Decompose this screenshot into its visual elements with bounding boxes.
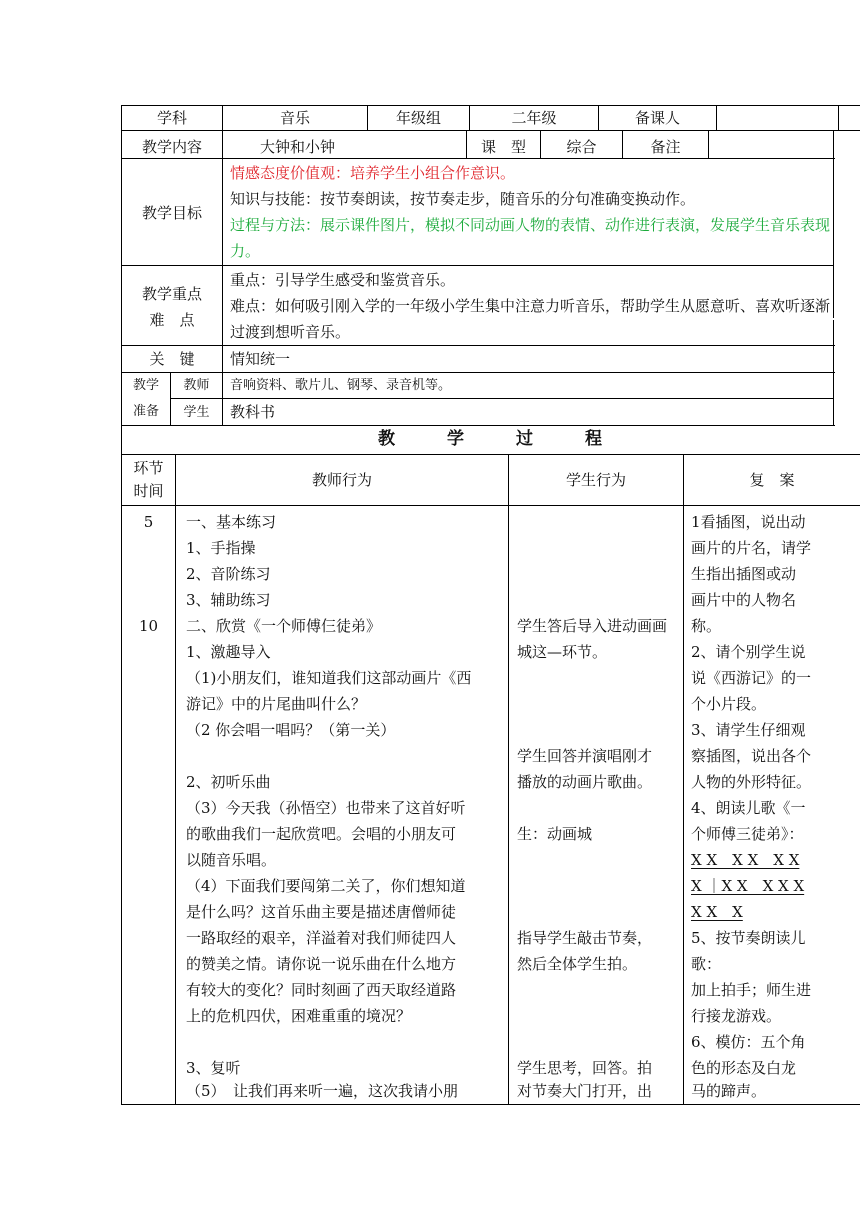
goal-process: 过程与方法：展示课件图片，模拟不同动画人物的表情、动作进行表演，发展学生音乐表现力。	[230, 216, 831, 260]
key-point: 重点：引导学生感受和鉴赏音乐。	[230, 271, 456, 289]
prep-student-value: 教科书	[230, 403, 276, 421]
table-border-left	[121, 105, 122, 1105]
teacher-line: 是什么吗？这首乐曲主要是描述唐僧师徒	[186, 903, 457, 921]
student-line: 学生答后导入进动画画	[517, 617, 668, 635]
review-line: 个小片段。	[691, 695, 767, 713]
focus-label: 教学重点	[141, 285, 202, 303]
prep-label-1: 教学	[132, 378, 159, 393]
grade-group-label: 年级组	[395, 109, 441, 127]
review-line: 加上拍手；师生进	[691, 981, 812, 999]
col-review-header: 复 案	[749, 471, 795, 489]
teacher-line: 一路取经的艰辛，洋溢着对我们师徒四人	[186, 929, 457, 947]
review-line: 画片的片名，请学	[691, 539, 812, 557]
teacher-line: （2 你会唱一唱吗？（第一关）	[186, 721, 396, 739]
student-line: 学生思考，回答。拍	[517, 1059, 653, 1077]
teacher-line: 以随音乐唱。	[186, 851, 277, 869]
prep-teacher-label: 教师	[183, 378, 210, 393]
teacher-line: 3、复听	[186, 1059, 241, 1077]
review-line: 画片中的人物名	[691, 591, 797, 609]
review-line: 色的形态及白龙	[691, 1059, 797, 1077]
difficult-point: 难点：如何吸引刚入学的一年级小学生集中注意力听音乐，帮助学生从愿意听、喜欢听逐渐过渡到想听音乐。	[230, 297, 831, 341]
content-label: 教学内容	[141, 138, 202, 156]
review-line: 个师傅三徒弟》：	[691, 825, 804, 843]
teacher-line: 3、辅助练习	[186, 591, 271, 609]
process-title: 教学过程	[378, 429, 654, 449]
student-line: 学生回答并演唱刚才	[517, 747, 653, 765]
student-line: 城这—环节。	[517, 643, 608, 661]
review-line: 马的蹄声。	[691, 1082, 767, 1100]
prep-student-label: 学生	[183, 405, 210, 420]
review-line: 察插图，说出各个	[691, 747, 812, 765]
teacher-line: 有较大的变化？同时刻画了西天取经道路	[186, 981, 457, 999]
student-line: 然后全体学生拍。	[517, 955, 638, 973]
student-line: 生：动画城	[517, 825, 593, 843]
subject-value: 音乐	[279, 109, 310, 127]
col-time-2: 时间	[133, 482, 164, 500]
teacher-line: 2、音阶练习	[186, 565, 271, 583]
review-line: 歌：	[691, 955, 722, 973]
table-border-top	[121, 105, 860, 106]
col-teacher-header: 教师行为	[311, 471, 372, 489]
time-cell: 10	[138, 617, 159, 635]
teacher-line: 的歌曲我们一起欣赏吧。会唱的小朋友可	[186, 825, 457, 843]
time-cell: 5	[143, 513, 154, 531]
review-line: 3、请学生仔细观	[691, 721, 806, 739]
teacher-line: 二、欣赏《一个师傅仨徒弟》	[186, 617, 382, 635]
review-line: 说《西游记》的一	[691, 669, 812, 687]
review-line: 1看插图，说出动	[691, 513, 806, 531]
teacher-line: 1、激趣导入	[186, 643, 271, 661]
rhythm-line: X X X	[691, 903, 743, 921]
teacher-line: 上的危机四伏，困难重重的境况？	[186, 1007, 412, 1025]
rhythm-line: X ｜X X X X X	[691, 877, 805, 895]
col-student-header: 学生行为	[565, 471, 626, 489]
review-line: 5、按节奏朗读儿	[691, 929, 806, 947]
review-line: 2、请个别学生说	[691, 643, 806, 661]
teacher-line: （3）今天我（孙悟空）也带来了这首好听	[186, 799, 466, 817]
review-line: 人物的外形特征。	[691, 773, 812, 791]
teacher-line: 的赞美之情。请你说一说乐曲在什么地方	[186, 955, 457, 973]
prep-teacher-value: 音响资料、歌片儿、钢琴、录音机等。	[230, 378, 452, 393]
rhythm-line: X X X X X X	[691, 851, 800, 869]
content-value: 大钟和小钟	[260, 138, 336, 156]
student-line: 播放的动画片歌曲。	[517, 773, 653, 791]
review-line: 称。	[691, 617, 722, 635]
teacher-line: （5） 让我们再来听一遍，这次我请小朋	[186, 1082, 459, 1100]
teacher-line: 1、手指操	[186, 539, 256, 557]
note-label: 备注	[650, 138, 681, 156]
prep-label-2: 准备	[132, 404, 159, 419]
preparer-label: 备课人	[634, 109, 680, 127]
lesson-type-value: 综合	[566, 138, 597, 156]
review-line: 6、模仿：五个角	[691, 1033, 806, 1051]
review-line: 4、朗读儿歌《一	[691, 799, 806, 817]
review-line: 生指出插图或动	[691, 565, 797, 583]
lesson-type-label: 课 型	[480, 138, 526, 156]
teacher-line: （4）下面我们要闯第二关了，你们想知道	[186, 877, 466, 895]
teacher-line: 2、初听乐曲	[186, 773, 271, 791]
col-time-1: 环节	[133, 459, 164, 477]
goal-emotion: 情感态度价值观：培养学生小组合作意识。	[230, 164, 516, 182]
key-label: 关 键	[149, 350, 195, 368]
teacher-line: 一、基本练习	[186, 513, 277, 531]
grade-value: 二年级	[511, 109, 557, 127]
review-line: 行接龙游戏。	[691, 1007, 782, 1025]
student-line: 指导学生敲击节奏，	[517, 929, 653, 947]
goals-label: 教学目标	[141, 204, 202, 222]
teacher-line: 游记》中的片尾曲叫什么？	[186, 695, 367, 713]
goal-knowledge: 知识与技能：按节奏朗读，按节奏走步，随音乐的分句准确变换动作。	[230, 190, 696, 208]
student-line: 对节奏大门打开，出	[517, 1082, 653, 1100]
key-value: 情知统一	[230, 350, 291, 368]
difficulty-label: 难 点	[149, 311, 195, 329]
table-border-bottom	[121, 1104, 860, 1105]
teacher-line: （1)小朋友们，谁知道我们这部动画片《西	[186, 669, 472, 687]
subject-label: 学科	[156, 109, 187, 127]
